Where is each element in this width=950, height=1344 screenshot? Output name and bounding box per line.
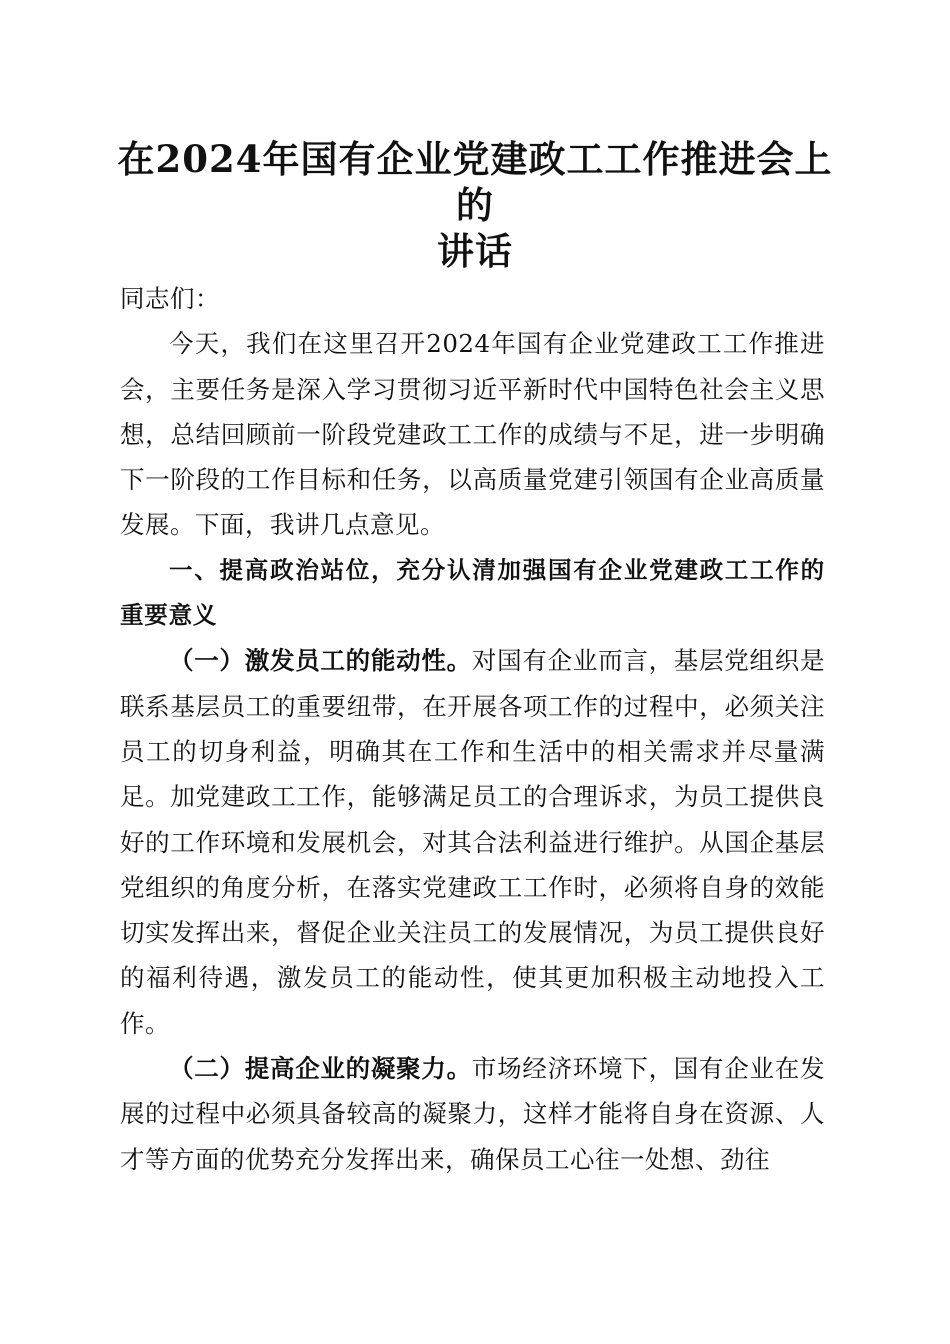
title-line-1: 在2024年国有企业党建政工工作推进会上的 bbox=[117, 137, 833, 227]
section-1-heading: 一、提高政治站位，充分认清加强国有企业党建政工工作的重要意义 bbox=[120, 555, 825, 630]
point-1-text: 对国有企业而言，基层党组织是联系基层员工的重要纽带，在开展各项工作的过程中，必须关注员工的切身利益，明确其在工作和生活中的相关需求并尽量满足。加党建政工工作，能够满足员工的合理诉求，为员工提供良好的工作环境和发展机会，对其合法利益进行维护。从国企基层党组织的角度分析，在落实党建政工工作时，必须将自身的效能切实发挥出来，督促企业关注员工的发展情况，为员工提供良好的福利待遇，激发员工的能动性，使其更加积极主动地投入工作。 bbox=[120, 646, 826, 1038]
point-1-paragraph bbox=[120, 638, 825, 1046]
point-2-lead: （二）提高企业的凝聚力。 bbox=[169, 1054, 472, 1084]
salutation: 同志们： bbox=[120, 284, 220, 313]
intro-paragraph: 今天，我们在这里召开2024年国有企业党建政工工作推进会，主要任务是深入学习贯彻习近平新时代中国特色社会主义思想，总结回顾前一阶段党建政工工作的成绩与不足，进一步明确下一阶段的工作目标和任务，以高质量党建引领国有企业高质量发展。下面，我讲几点意见。 bbox=[120, 329, 825, 540]
point-1-lead: （一）激发员工的能动性。 bbox=[169, 646, 472, 676]
document-body bbox=[120, 276, 825, 1182]
point-2-text: 市场经济环境下，国有企业在发展的过程中必须具备较高的凝聚力，这样才能将自身在资源、人才等方面的优势充分发挥出来，确保员工心往一处想、劲往 bbox=[120, 1054, 826, 1174]
title-line-2: 讲话 bbox=[437, 229, 513, 273]
document-title bbox=[110, 136, 840, 274]
point-2-paragraph bbox=[120, 1046, 825, 1182]
